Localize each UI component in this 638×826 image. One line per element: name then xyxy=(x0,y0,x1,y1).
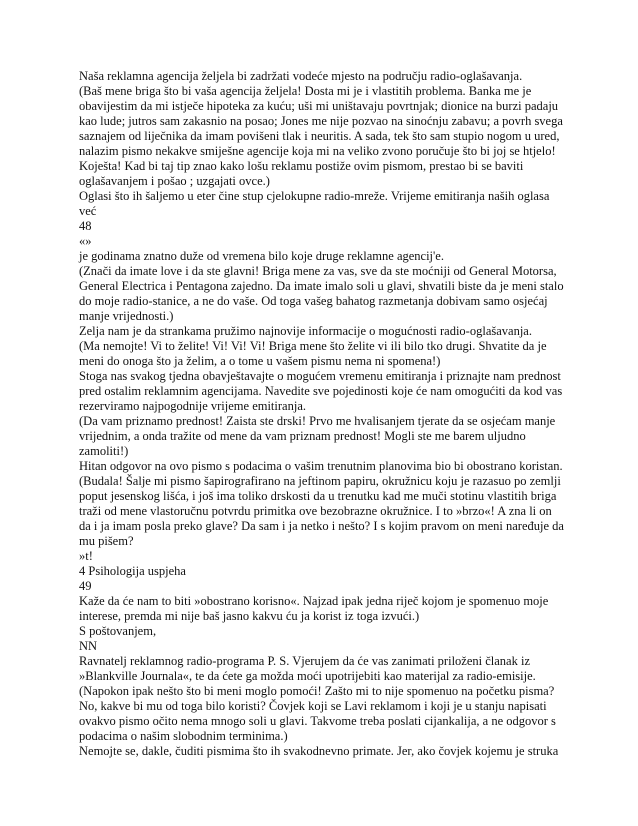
chapter-heading: 4 Psihologija uspjeha xyxy=(79,564,186,578)
text-line: (Ma nemojte! Vi to želite! Vi! Vi! Vi! Briga mene što želite vi ili bilo tko drugi. Shvatite da je xyxy=(79,339,547,353)
text-line: je godinama znatno duže od vremena bilo koje druge reklamne agencij'e. xyxy=(79,249,444,263)
text-line: već xyxy=(79,204,97,218)
page-number: 49 xyxy=(79,579,92,593)
text-line: Ravnatelj reklamnog radio-programa P. S. Vjerujem da će vas zanimati priloženi članak iz xyxy=(79,654,531,668)
text-line: Kaže da će nam to biti »obostrano korisno«. Najzad ipak jedna riječ kojom je spomenuo moje xyxy=(79,594,549,608)
page-number: 48 xyxy=(79,219,92,233)
text-line: obavijestim da mi istječe hipoteka za kuću; uši mi uništavaju povrtnjak; dionice na burzi padaju xyxy=(79,99,559,113)
text-line: Oglasi što ih šaljemo u eter čine stup cjelokupne radio-mreže. Vrijeme emitiranja naših oglasa xyxy=(79,189,550,203)
text-line: (Baš mene briga što bi vaša agencija željela! Dosta mi je i vlastitih problema. Banka me je xyxy=(79,84,532,98)
text-line: (Da vam priznamo prednost! Zaista ste drski! Prvo me hvalisanjem tjerate da se osjećam manje xyxy=(79,414,556,428)
text-line: Nemojte se, dakle, čuditi pismima što ih svakodnevno primate. Jer, ako čovjek kojemu je struka xyxy=(79,744,559,758)
text-line: kao lude; jutros sam zakasnio na posao; Jones me nije pozvao na sinoćnju zabavu; a povrh svega xyxy=(79,114,563,128)
text-line: ovakvo pismo očito nema mnogo soli u glavi. Takvome treba poslati cijankalija, a ne odgovor s xyxy=(79,714,556,728)
text-line: meni do onoga što ja želim, a o tome u vašem pismu nema ni spomena!) xyxy=(79,354,441,368)
text-line: traži od mene vlastoručnu potvrdu primitka ove bezobrazne okružnice. I to »brzo«! A zna li on xyxy=(79,504,552,518)
text-line: (Napokon ipak nešto što bi meni moglo pomoći! Zašto mi to nije spomenuo na početku pisma? xyxy=(79,684,555,698)
text-line: rezerviramo najpogodnije vrijeme emitiranja. xyxy=(79,399,306,413)
text-line: vrijednim, a onda tražite od mene da vam priznam prednost! Mogli ste me barem uljudno xyxy=(79,429,526,443)
text-line: nalazim pismo nekakve smiješne agencije koja mi na veliko zvono poručuje što bi joj se htjelo! xyxy=(79,144,556,158)
text-line: Koješta! Kad bi taj tip znao kako lošu reklamu postiže ovim pismom, prestao bi se baviti xyxy=(79,159,524,173)
text-line: Naša reklamna agencija željela bi zadržati vodeće mjesto na području radio-oglašavanja. xyxy=(79,69,523,83)
text-line: NN xyxy=(79,639,98,653)
text-line: zamoliti!) xyxy=(79,444,129,458)
text-line: oglašavanjem i pošao ; uzgajati ovce.) xyxy=(79,174,270,188)
text-line: saznajem od liječnika da imam povišeni tlak i neuritis. A sada, tek što sam stupio nogom u ured, xyxy=(79,129,560,143)
text-line: (Budala! Šalje mi pismo šapirografirano na jeftinom papiru, okružnicu koju je razasuo po zemlji xyxy=(79,474,561,488)
text-line: «» xyxy=(79,234,92,248)
text-line: No, kakve bi mu od toga bilo koristi? Čovjek koji se Lavi reklamom i koji je u stanju napisati xyxy=(79,699,547,713)
text-line: Stoga nas svakog tjedna obavještavajte o mogućem vremenu emitiranja i priznajte nam prednost xyxy=(79,369,561,383)
text-line: »Blankville Journala«, te da ćete ga možda moći upotrijebiti kao materijal za radio-emisije. xyxy=(79,669,536,683)
text-line: General Electrica i Pentagona zajedno. Da imate imalo soli u glavi, shvatili biste da je meni stalo xyxy=(79,279,564,293)
text-line: »t! xyxy=(79,549,93,563)
text-line: do moje radio-stanice, a ne do vaše. Od toga vašeg bahatog razmetanja dobivam samo osjećaj xyxy=(79,294,548,308)
text-line: poput jesenskog lišća, i još ima toliko drskosti da u trenutku kad me muči stotinu vlastitih briga xyxy=(79,489,557,503)
text-line: mu pišem? xyxy=(79,534,134,548)
document-body xyxy=(79,69,567,759)
text-line: interese, premda mi nije baš jasno kakvu ću ja korist iz toga izvući.) xyxy=(79,609,420,623)
text-line: da i ja imam posla preko glave? Da sam i ja netko i nešto? I s kojim pravom on meni naređuje da xyxy=(79,519,564,533)
text-line: Hitan odgovor na ovo pismo s podacima o vašim trenutnim planovima bio bi obostrano koristan. xyxy=(79,459,563,473)
text-line: podacima o našim slobodnim terminima.) xyxy=(79,729,288,743)
text-line: pred ostalim reklamnim agencijama. Navedite sve pojedinosti koje će nam omogućiti da kod vas xyxy=(79,384,563,398)
text-line: (Znači da imate love i da ste glavni! Briga mene za vas, sve da ste moćniji od General Motorsa, xyxy=(79,264,557,278)
text-line: Zelja nam je da strankama pružimo najnovije informacije o mogućnosti radio-oglašavanja. xyxy=(79,324,532,338)
text-line: S poštovanjem, xyxy=(79,624,157,638)
text-line: manje vrijednosti.) xyxy=(79,309,174,323)
